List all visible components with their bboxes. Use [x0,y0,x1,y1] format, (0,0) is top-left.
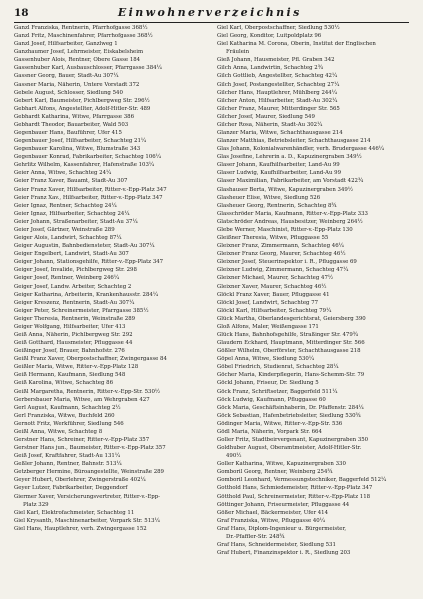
directory-entry: Glaudern Eckhard, Hauptmann, Mitterdinger Str. 566 [217,340,365,347]
directory-entry: Geiger Augustin, Bahnbediensteter, Stadt-Au 307¼ [14,243,155,250]
directory-entry: Geiger Katharina, Arbeiterin, Krankenhausstr. 284¼ [14,291,159,298]
directory-entry: Geißler Maria, Witwe, Ritter-v.-Epp-Platz 128 [14,364,139,371]
directory-entry: Gebhardt Theodor, Bauarbeiter, Wald 503 [14,121,129,128]
directory-entry: Giel Georg, Konditor, Luitpoldplatz 96 [217,33,322,40]
directory-entry: Geiß Josef, Kraftfahrer, Stadt-Au 131¼ [14,453,121,460]
directory-entry: Göck Sebastian, Hafenbetriebsleiter, Siedlung 530¾ [217,412,361,419]
directory-entry: Geier Ignaz, Rentner, Schachteg 24¼ [14,202,117,209]
directory-entry: Geier Josef, Gärtner, Weinstraße 289 [14,226,115,233]
directory-entry: Geier Franz Xav., Hilfsarbeiter, Ritter-v.-Epp-Platz 347 [14,194,163,201]
directory-entry: Geier Franz Xaver, Hilfsarbeiter, Ritter-v.-Epp-Platz 347 [14,186,167,193]
directory-entry: Glanzer Maria, Witwe, Schachthausgasse 214 [217,130,343,137]
directory-entry: Glaser Ludwig, Kaufhilfsarbeiter, Land-Au 99 [217,170,341,177]
directory-entry: Glas Johann, Kolonialwarenhändler, verh. Brudergasse 446¼ [217,146,384,153]
directory-entry: Getzberger Hermine, Büroangestellte, Weinstraße 289 [14,469,164,476]
directory-entry: Glasheuer Georg, Rentnerin, Schachteg 8¾ [217,202,337,209]
directory-entry: Gegenbauer Josef, Hilfsarbeiter, Schachteg 21¼ [14,138,147,145]
directory-entry: Glaser Maximilian, Fabrikarbeiter, am Vorstadt 422¾ [217,178,364,185]
directory-entry: Gassner Georg, Bauer, Stadt-Au 307¼ [14,73,119,80]
directory-entry: Goller Fritz, Stadtbeirvergenant, Kapuzinergraben 350 [217,436,369,443]
directory-entry: Gößer Michael, Bäckermeister, Ufer 414 [217,509,329,516]
directory-entry: Gerl Franziska, Witwe, Buchfeld 260 [14,412,115,419]
directory-entry: Göpel Anna, Witwe, Siedlung 530¼ [217,356,315,363]
directory-entry: Gegenbauer Hans, Bauführer, Ufer 415 [14,130,122,137]
directory-entry: Giel Karl, Elektrofachmeister, Schachteg 11 [14,509,135,516]
directory-entry: Gerbersbauer Maria, Witwe, am Wehrgraben 427 [14,396,150,403]
directory-entry: Gleixner Franz, Zimmermann, Schachteg 46¼ [217,243,344,250]
directory-entry: Graf Franziska, Witwe, Pfluggasse 40¼ [217,517,325,524]
directory-entry: Gegenbauer Konrad, Fabrikarbeiter, Schachteg 106¼ [14,154,161,161]
directory-entry: Geiß Gotthard, Hausmeister, Pfluggasse 44 [14,340,133,347]
directory-entry: Ganzl Fritz, Maschinenfahrer, Pfarrhofgasse 368½ [14,33,153,40]
directory-entry: Gebele August, Schlosser, Siedlung 540 [14,89,123,96]
directory-entry: Geier Ignaz, Hilfsarbeiter, Schachteg 24¼ [14,210,130,217]
directory-entry: Gerstner Hans, Schreiner, Ritter-v.-Epp-Platz 357 [14,436,150,443]
directory-entry: Geißl Franz Xaver, Oberpostschaffner, Zwingergasse 84 [14,356,167,363]
directory-entry: Gomboril Georg, Rentner, Weinberg 254¾ [217,469,333,476]
directory-entry: Gilch Gottlieb, Angestellter, Schachteg 42¼ [217,73,338,80]
directory-entry: Gleixner Ludwig, Zimmermann, Schachteg 47¼ [217,267,349,274]
directory-entry: Göck Franz, Schriftsetzer, Baggerfeld 511¼ [217,388,338,395]
directory-entry: Glöckl Franz Xaver, Bauer, Pfluggasse 41 [217,291,330,298]
directory-entry: Dr.-Pfaffler-Str. 248¾ [226,533,285,540]
directory-entry: Geiger Kreszenz, Rentnerin, Stadt-Au 307¼ [14,299,135,306]
directory-entry: Glasheuer Elise, Witwe, Siedlung 526 [217,194,321,201]
directory-entry: Gleixner Franz Georg, Maurer, Schachteg 46½ [217,251,346,258]
directory-entry: Gerl August, Kaufmann, Schachteg 2½ [14,404,121,411]
directory-entry: Götthold Paul, Schreinermeister, Ritter-v.-Epp-Platz 118 [217,493,371,500]
directory-entry: Gilcher Hans, Hauptlehrer, Mühlberg 244¼ [217,89,337,96]
directory-entry: Glück Hans, Bahnhofsgehilfe, Straßinger Str. 479¾ [217,331,359,338]
directory-entry: Gieß Johann, Hausmeister, Pfl. Graben 342 [217,57,335,64]
directory-entry: Gilcher Rosa, Näherin, Stadt-Au 302¼ [217,121,323,128]
directory-entry: Gebert Karl, Baumeister, Pichlbergweg Str. 296½ [14,97,150,104]
directory-entry: Gößler Wilhelm, Oberförster, Schachthausgasse 218 [217,348,361,355]
directory-entry: Gegenbauer Karolina, Witwe, Blumstraße 343 [14,146,141,153]
directory-entry: Geißl Anna, Witwe, Schachteg 8 [14,428,103,435]
directory-entry: Gleixner Josef, Steuerinspektor i. R., Pfluggasse 69 [217,259,357,266]
directory-entry: Glöckl Josef, Landwirt, Schachteg 77 [217,299,319,306]
directory-entry: Geiger Engelbert, Landwirt, Stadt-Au 307 [14,251,129,258]
directory-entry: Glück Martha, Oberlandesgerichtsrat, Geiersberg 390 [217,315,366,322]
directory-entry: Göcher Maria, Kinderpflegerin, Hans-Schemm-Str. 79 [217,372,365,379]
directory-entry: Graf Hans, Schneidermeister, Siedlung 531 [217,542,336,548]
directory-entry: Giel Katharina M. Corona, Oberin, Institut der Englischen [217,41,376,48]
directory-entry: Gilch Josef, Postangestellter, Schachteg 27¼ [217,81,340,88]
header-rule [14,22,409,23]
directory-entry: Geiger Peter, Schreinermeister, Pfarrgasse 385½ [14,307,149,314]
directory-entry: Geiß Hermann, Kaufmann, Siedlung 548 [14,372,126,379]
directory-entry: Geiger Josef, Invalide, Pichlbergweg Str. 298 [14,267,137,274]
directory-entry: Gleißner Theresia, Witwe, Pfluggasse 55 [217,235,329,242]
directory-entry: Gebhardt Katharina, Witwe, Pfarrgasse 386 [14,113,134,120]
directory-entry: Glaser Johann, Kaufhilfsarbeiter, Land-Au 99 [217,162,340,169]
directory-entry: Gotthold Hans, Schmiedemeister, Ritter-v.-Epp-Platz 347 [217,485,373,492]
directory-entry: Geiger Josef, Rentner, Weinberg 246¼ [14,275,120,282]
page-header [14,6,409,20]
directory-entry: Gödinger Maria, Witwe, Ritter-v.-Epp-Str. 536 [217,420,343,427]
directory-entry: Geißl Margaretha, Rentnerin, Ritter-v.-Epp-Str. 530½ [14,388,161,395]
directory-entry: Graf Hans, Diplom-Ingenieur u. Bürgermeister, [217,525,347,532]
directory-entry: Geier Franz Xaver, Bauamt, Stadt-Au 307 [14,178,128,185]
directory-entry: Geyer Lutzer, Fabrikarbeiter, Deggendorf [14,485,128,492]
directory-entry: Geier Johann, Straßenarbeiter, Stadt-Au 37¼ [14,218,138,225]
running-title: Einwohnerverzeichnis [117,6,302,19]
directory-entry: Giel Karl, Oberpostschaffner, Siedlung 530½ [217,25,340,31]
directory-entry: Glashauser Berta, Witwe, Kapuzinergraben 349½ [217,186,354,193]
directory-entry: Gödl Maria, Näherin, Vorpark Str. 664 [217,428,322,435]
directory-entry: Gassenhuber Alois, Rentner, Obere Gasse 184 [14,57,141,64]
directory-entry: Geiger Josef, Landw. Arbeiter, Schachteg 2 [14,283,132,290]
directory-entry: Geißinger Josef, Brauer, Bahnhofstr. 276 [14,348,125,355]
directory-entry: Göbel Friedrich, Studienrat, Schachteg 28¼ [217,364,339,371]
directory-entry: Göckl Johann, Friseur, Dr. Siedlung 5 [217,380,319,387]
directory-entry: Graf Hubert, Finanzinspektor i. R., Siedlung 203 [217,550,351,557]
directory-entry: Goller Katharina, Witwe, Kapuzinergraben 330 [217,461,346,468]
directory-entry: Gebhart Alfons, Angestellter, Adolf-Hitler-Str. 489 [14,105,151,112]
directory-entry: Glasschröder Maria, Kaufmann, Ritter-v.-Epp-Platz 333 [217,210,368,217]
directory-entry: Ganzl Franziska, Rentnerin, Pfarrhofgasse 368½ [14,25,148,31]
directory-entry: Geiß Anna, Näherin, Pichlbergweg Str. 292 [14,331,133,338]
directory-entry: Göttinger Johann, Friseurmeister, Pfluggasse 44 [217,501,350,508]
directory-entry: Geiger Theresia, Rentnerin, Weinstraße 289 [14,315,136,322]
directory-entry: Geiger Johann, Stationsgehilfe, Ritter-v.-Epp-Platz 347 [14,259,164,266]
directory-entry: Göck Maria, Geschäftsinhaberin, Dr. Pfaffenstr. 284¼ [217,404,364,411]
directory-entry: Geiger Alois, Landwirt, Schachteg 87¼ [14,235,122,242]
directory-entry: Gleixner Xaver, Maurer, Schachteg 46½ [217,283,327,290]
directory-entry: Gehrlitz Wilhelm, Kassenfahrer, Hafenstraße 103¼ [14,162,155,169]
directory-entry: Geßler Johann, Rentner, Bahnstr. 513¼ [14,461,122,468]
directory-entry: Glatschröder Andreas, Hausbesitzer, Weinberg 264½ [217,218,363,225]
directory-entry: Ganzhaumer Josef, Lehrmeister, Eiskabelsheim [14,49,144,56]
directory-entry: Geiger Wolfgang, Hilfsarbeiter, Ufer 413 [14,323,126,330]
directory-entry: Giel Hans, Hauptlehrer, verh. Zwingergasse 152 [14,525,147,532]
directory-entry: Gilcher Josef, Maurer, Siedlung 549 [217,113,315,120]
directory-entry: Göck Ludwig, Kaufmann, Pfluggasse 60 [217,396,326,403]
directory-entry: Glanzer Matthias, Betriebsleiter, Schachthausgasse 214 [217,138,371,145]
directory-entry: Gassenhuber Karl, Ausbauschlosser, Pfarrgasse 384¼ [14,65,162,72]
directory-entry: Gilcher Anton, Hilfsarbeiter, Stadt-Au 302¼ [217,97,338,104]
directory-entry: Gleixner Michael, Maurer, Schachteg 47½ [217,275,334,282]
right-column [217,24,415,594]
left-column [14,24,212,594]
directory-entry: Geiß Karolina, Witwe, Schachteg 86 [14,380,113,387]
directory-entry: Glöckl Karl, Hilfsarbeiter, Schachteg 79¼ [217,307,332,314]
directory-entry: Gerstner Hans jun., Baumeister, Ritter-v.-Epp-Platz 357 [14,445,166,452]
directory-entry: Gassner Maria, Näherin, Untere Vorstadt 372 [14,81,140,88]
directory-entry: Geyer Hubert, Oberlehrer, Zwingerstraße 402¼ [14,477,146,484]
directory-entry: Gilcher Franz, Maurer, Mitterdinger Str. 565 [217,105,340,112]
directory-entry: Gilch Anna, Landwirtin, Schachteg 2¾ [217,65,323,72]
directory-entry: Gernott Fritz, Werkführer, Siedlung 546 [14,420,124,427]
directory-entry: Geier Anna, Witwe, Schachteg 24¼ [14,170,112,177]
directory-entry: Fräulein [226,49,250,56]
directory-entry: 490½ [226,453,242,460]
directory-entry: Giermer Xaver, Versicherungsvertreter, Ritter-v.-Epp- [14,493,160,500]
directory-entry: Platz 329 [23,501,49,508]
directory-entry: Gloß Alfons, Maler, Weißengasse 171 [217,323,319,330]
directory-entry: Goldhuber August, Oberamtmeister, Adolf-Hitler-Str. [217,445,362,452]
directory-entry: Glas Josefine, Lehrerin a. D., Kapuzinergraben 349½ [217,154,362,161]
page-number: 18 [14,7,29,19]
directory-entry: Ganzl Josef, Hilfsarbeiter, Ganzlweg 1 [14,41,118,48]
directory-entry: Glebe Werner, Maschinist, Ritter-v.-Epp-Platz 130 [217,226,353,233]
directory-entry: Giel Krysanth, Maschinenarbeiter, Vorpark Str. 513¼ [14,517,160,524]
directory-entry: Gomboril Leonhard, Vermessungstechniker, Baggerfeld 512¼ [217,477,387,484]
